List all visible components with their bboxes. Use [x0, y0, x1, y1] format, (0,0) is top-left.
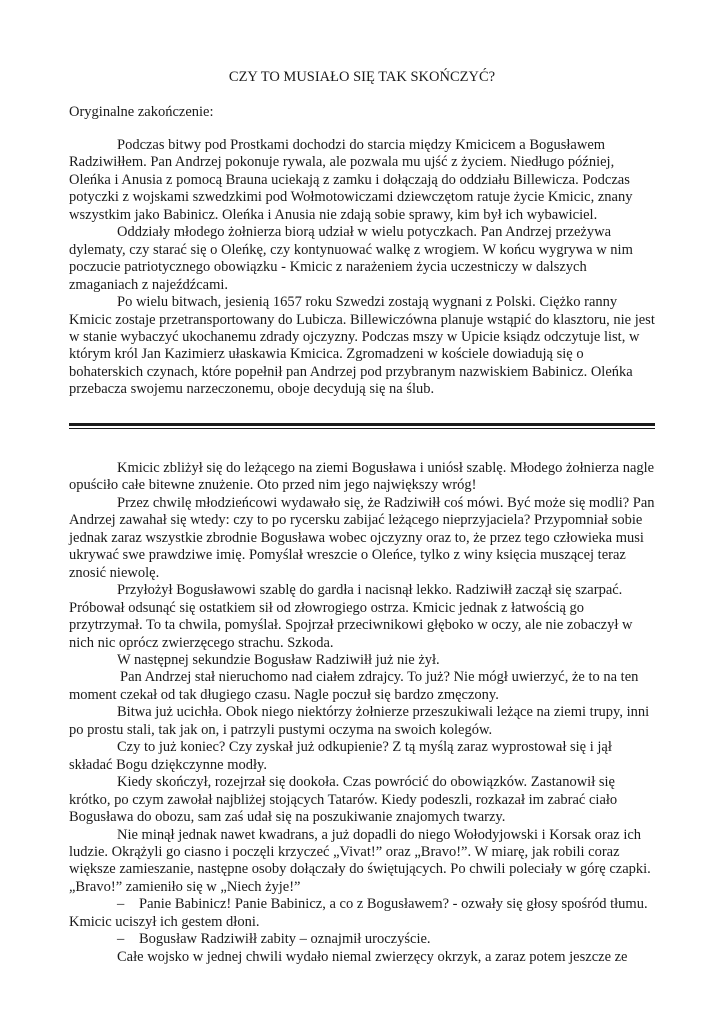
dialogue-text: Bogusław Radziwiłł zabity – oznajmił uroczyście. [139, 931, 431, 948]
paragraph: Przez chwilę młodzieńcowi wydawało się, że Radziwiłł coś mówi. Być może się modli? Pan Andrzej zawahał się wtedy: czy to po rycersku zabijać leżącego nieprzyjaciela? Przypomniał sobie jednak zaraz wszystkie zbrodnie Bogusława wobec ojczyzny oraz to, że przez tego człowieka musi ukrywać swe prawdziwe imię. Pomyślał wreszcie o Oleńce, tylko z winy księcia muszącej teraz znosić niewolę. [69, 494, 655, 581]
paragraph: Bitwa już ucichła. Obok niego niektórzy żołnierze przeszukiwali leżące na ziemi trupy, inni po prostu stali, tak jak on, i patrzyli pustymi oczyma na swoich kolegów. [69, 704, 650, 738]
original-ending-section [69, 137, 655, 399]
paragraph: Pan Andrzej stał nieruchomo nad ciałem zdrajcy. To już? Nie mógł uwierzyć, że to na ten moment czekał od tak długiego czasu. Nagle poczuł się bardzo zmęczony. [69, 669, 639, 703]
alternative-ending-section [69, 460, 655, 966]
paragraph: Podczas bitwy pod Prostkami dochodzi do starcia między Kmicicem a Bogusławem Radziwiłłem. Pan Andrzej pokonuje rywala, ale pozwala mu ujść z życiem. Niedługo później, Oleńka i Anusia z pomocą Brauna uciekają z zamku i dołączają do oddziału Billewicza. Podczas potyczki z wojskami szwedzkimi pod Wołmotowiczami dziewczętom ratuje życie Kmicic, znany wszystkim jako Babinicz. Oleńka i Anusia nie zdają sobie sprawy, kim był ich wybawiciel. [69, 137, 633, 223]
paragraph: Czy to już koniec? Czy zyskał już odkupienie? Z tą myślą zaraz wyprostował się i jął składać Bogu dziękczynne modły. [69, 739, 612, 773]
paragraph: Kmicic zbliżył się do leżącego na ziemi Bogusława i uniósł szablę. Młodego żołnierza nagle opuściło całe bitewne znużenie. Oto przed nim jego największy wróg! [69, 460, 655, 494]
dialogue-text: Panie Babinicz! Panie Babinicz, a co z Bogusławem? - ozwały się głosy spośród tłumu. Kmicic uciszył ich gestem dłoni. [69, 896, 648, 930]
paragraph: Przyłożył Bogusławowi szablę do gardła i nacisnął lekko. Radziwiłł zaczął się szarpać. Próbował odsunąć się ostatkiem sił od złowrogiego ostrza. Kmicic jednak z łatwością go przytrzymał. To ta chwila, pomyślał. Spojrzał przeciwnikowi głęboko w oczy, ale nie zobaczył w nich nic oprócz zwierzęcego strachu. Szkoda. [69, 582, 633, 651]
paragraph: W następnej sekundzie Bogusław Radziwiłł już nie żył. [117, 651, 440, 668]
paragraph: Oddziały młodego żołnierza biorą udział w wielu potyczkach. Pan Andrzej przeżywa dylematy, czy starać się o Oleńkę, czy kontynuować walkę z wrogiem. W końcu wygrywa w nim poczucie patriotycznego obowiązku - Kmicic z narażeniem życia uczestniczy w dalszych zmaganiach z najeźdźcami. [69, 224, 633, 293]
paragraph: Całe wojsko w jednej chwili wydało niemal zwierzęcy okrzyk, a zaraz potem jeszcze ze [117, 948, 628, 965]
original-ending-heading: Oryginalne zakończenie: [69, 104, 214, 120]
paragraph: Po wielu bitwach, jesienią 1657 roku Szwedzi zostają wygnani z Polski. Ciężko ranny Kmicic zostaje przetransportowany do Lubicza. Billewiczówna planuje wstąpić do klasztoru, nie jest w stanie wybaczyć ukochanemu zdrady ojczyzny. Podczas mszy w Upicie ksiądz odczytuje list, w którym król Jan Kazimierz ułaskawia Kmicica. Zgromadzeni w kościele dowiadują się o bohaterskich czynach, które popełnił pan Andrzej pod przybranym nazwiskiem Babinicz. Oleńka przebacza swojemu narzeczonemu, oboje decydują się na ślub. [69, 294, 655, 398]
section-divider-thick [69, 423, 655, 426]
paragraph: Nie minął jednak nawet kwadrans, a już dopadli do niego Wołodyjowski i Korsak oraz ich ludzie. Okrążyli go ciasno i poczęli krzyczeć „Vivat!” oraz „Bravo!”. W miarę, jak robili coraz większe zamieszanie, następne osoby dołączały do świętujących. Po chwili poleciały w górę czapki. „Bravo!” zamieniło się w „Niech żyje!” [69, 826, 651, 895]
dash-bullet: – [117, 931, 125, 948]
dialogue-line [69, 931, 655, 948]
document-title: CZY TO MUSIAŁO SIĘ TAK SKOŃCZYĆ? [228, 69, 496, 85]
paragraph: Kiedy skończył, rozejrzał się dookoła. Czas powrócić do obowiązków. Zastanowił się krótko, po czym zawołał najbliżej stojących Tatarów. Kiedy podeszli, rozkazał im zabrać ciało Bogusława do obozu, sam zaś udał się na poszukiwanie znajomych twarzy. [69, 774, 618, 826]
dash-bullet: – [117, 896, 125, 913]
dialogue-line [69, 896, 655, 931]
section-divider-thin [69, 428, 655, 429]
